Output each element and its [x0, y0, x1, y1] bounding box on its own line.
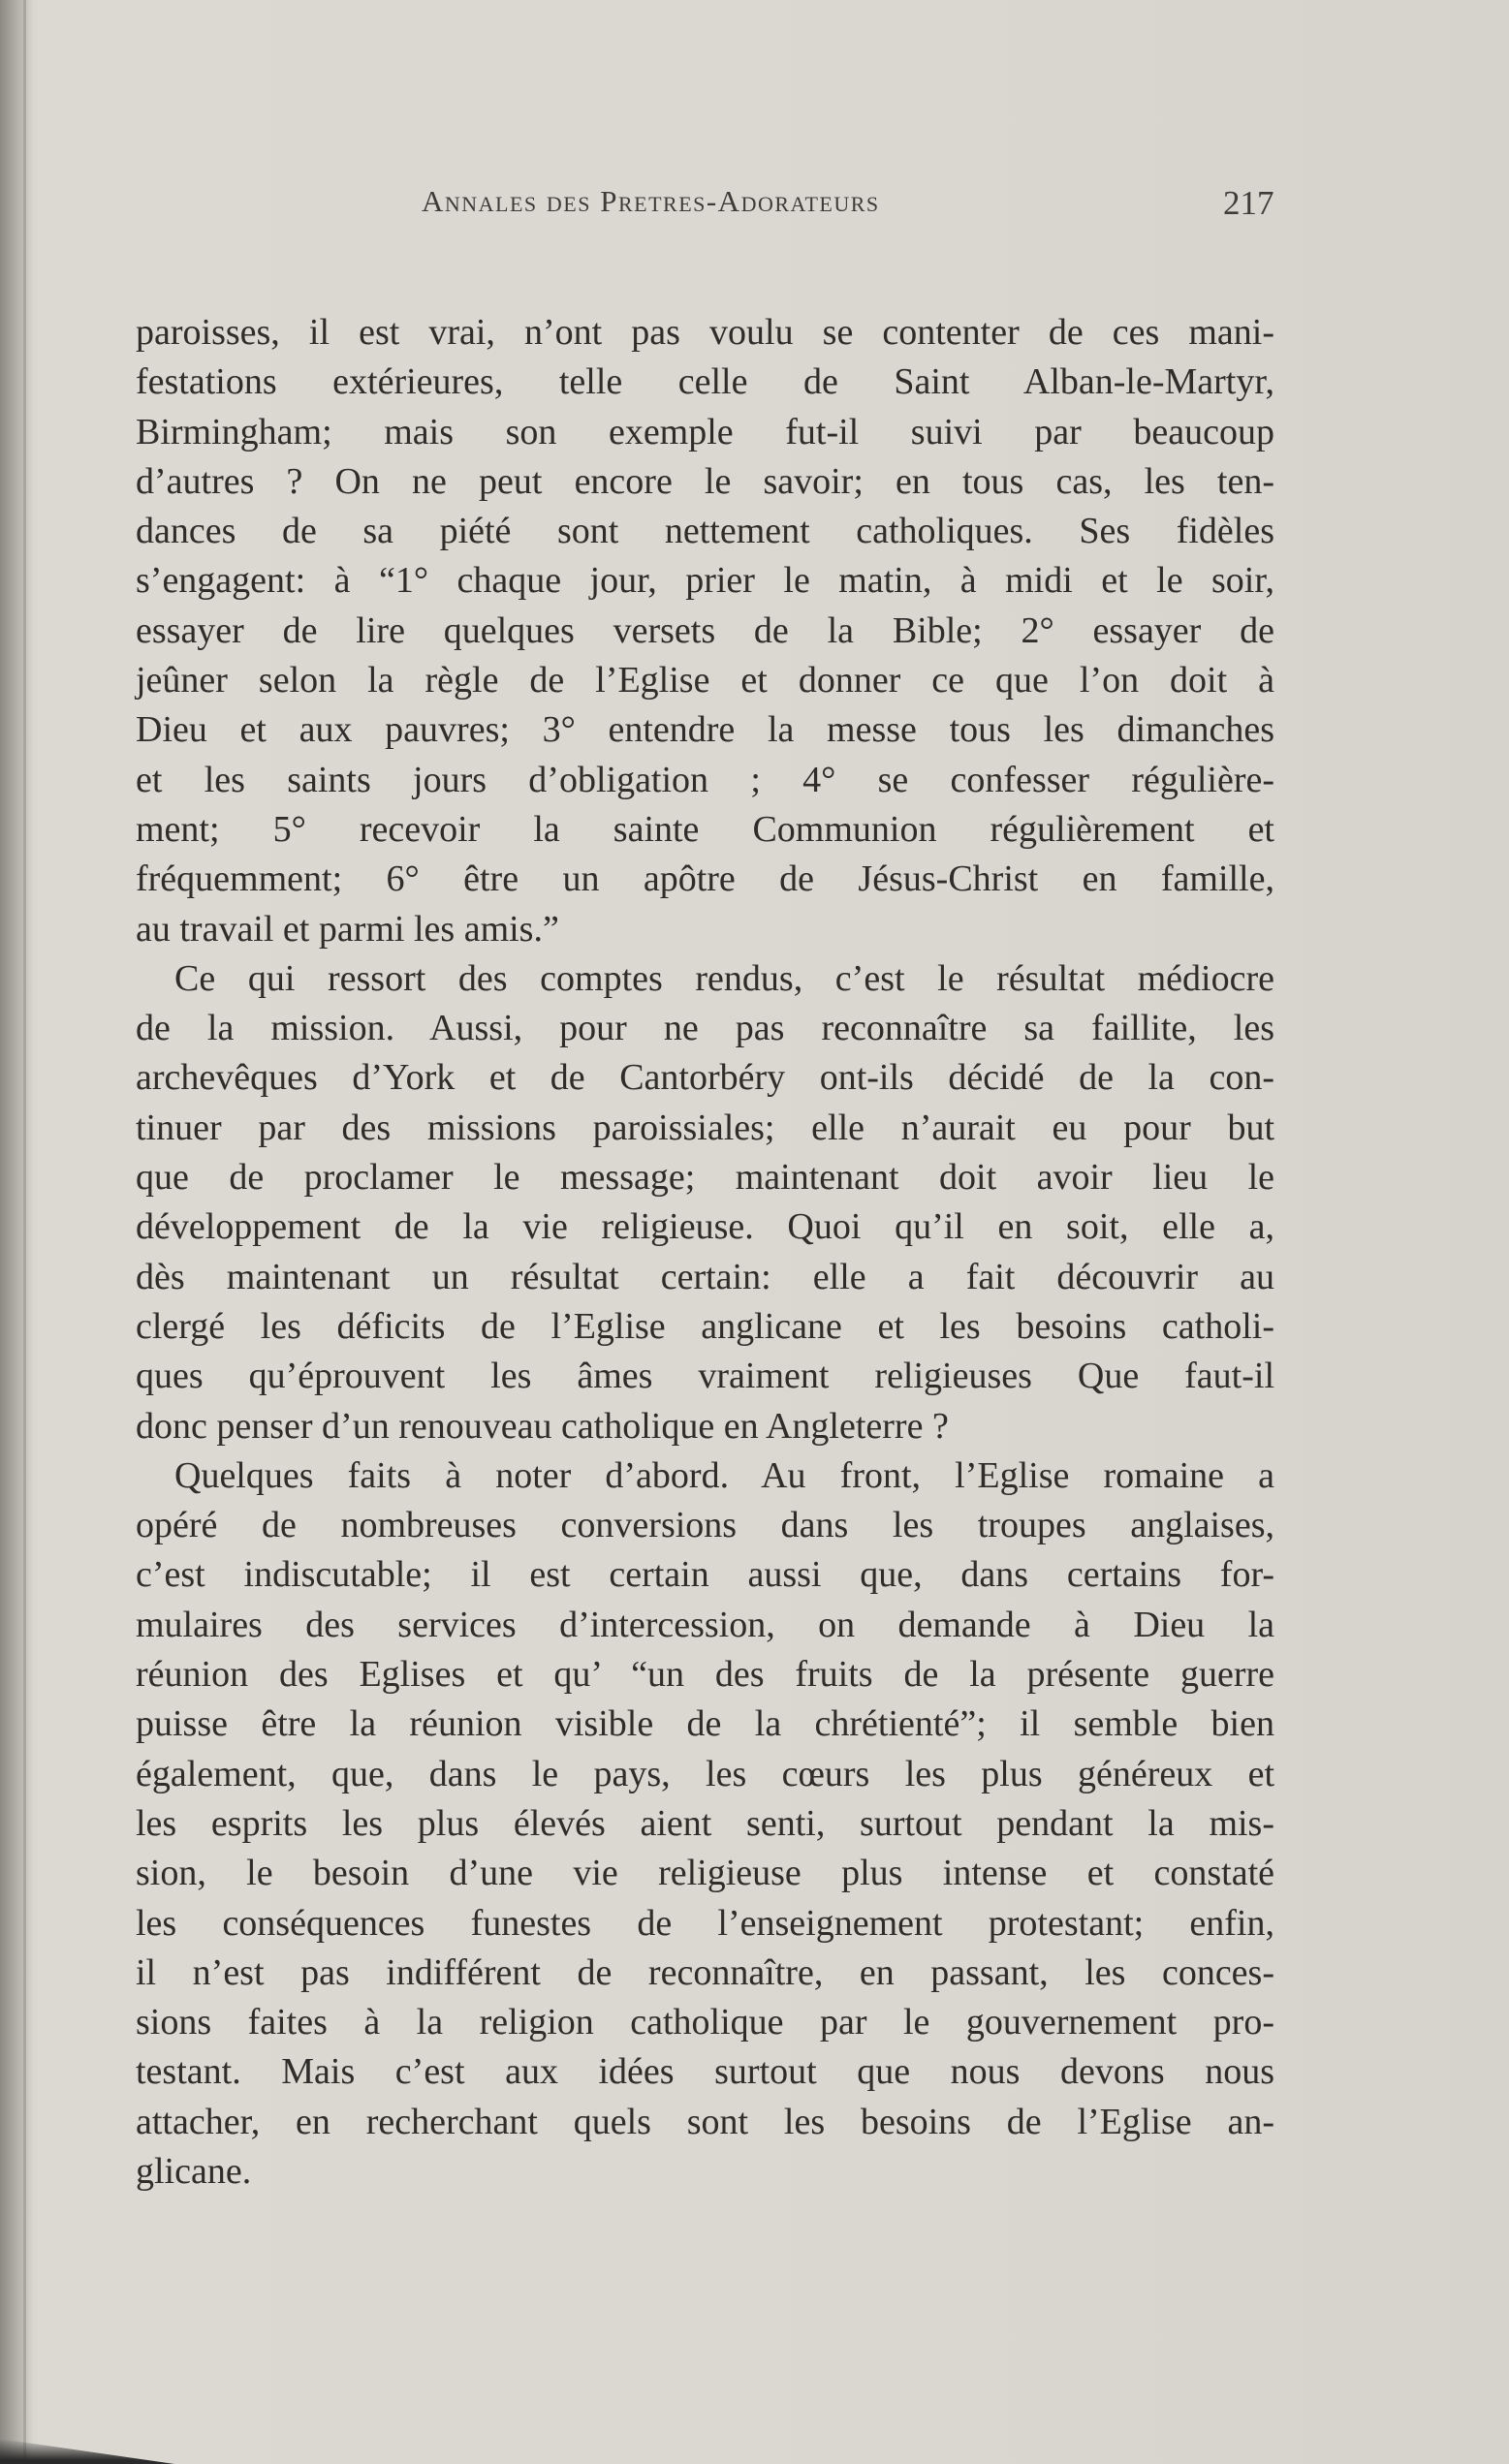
text-line: mulaires des services d’intercession, on demande à Dieu la — [136, 1604, 1274, 1645]
text-line: que de proclamer le message; maintenant doit avoir lieu le — [136, 1157, 1274, 1199]
page-number: 217 — [1223, 184, 1274, 222]
text-line: développement de la vie religieuse. Quoi qu’il en soit, elle a, — [136, 1206, 1274, 1248]
text-line: d’autres ? On ne peut encore le savoir; en tous cas, les ten- — [136, 460, 1274, 502]
text-line: tinuer par des missions paroissiales; elle n’aurait eu pour but — [136, 1107, 1274, 1148]
text-line: festations extérieures, telle celle de Saint Alban-le-Martyr, — [136, 361, 1274, 403]
text-line: archevêques d’York et de Cantorbéry ont-ils décidé de la con- — [136, 1057, 1274, 1099]
text-line: sion, le besoin d’une vie religieuse plus intense et constaté — [136, 1853, 1274, 1894]
text-line: au travail et parmi les amis.” — [136, 908, 559, 950]
text-line: il n’est pas indifférent de reconnaître, en passant, les conces- — [136, 1951, 1274, 1993]
text-line: jeûner selon la règle de l’Eglise et donner ce que l’on doit à — [136, 660, 1274, 702]
text-line: les conséquences funestes de l’enseignement protestant; enfin, — [136, 1902, 1274, 1944]
text-line: attacher, en recherchant quels sont les besoins de l’Eglise an- — [136, 2101, 1274, 2142]
running-title: Annales des Pretres-Adorateurs — [422, 184, 880, 218]
text-line: Dieu et aux pauvres; 3° entendre la messe tous les dimanches — [136, 709, 1274, 751]
text-line: les esprits les plus élevés aient senti, surtout pendant la mis- — [136, 1802, 1274, 1844]
gutter-shadow — [0, 0, 33, 2464]
text-line: essayer de lire quelques versets de la Bible; 2° essayer de — [136, 609, 1274, 651]
page-edge — [23, 0, 26, 2464]
text-line: Ce qui ressort des comptes rendus, c’est le résultat médiocre — [174, 957, 1274, 999]
text-line: sions faites à la religion catholique par le gouvernement pro- — [136, 2002, 1274, 2043]
text-line: dès maintenant un résultat certain: elle a fait découvrir au — [136, 1256, 1274, 1297]
text-line: également, que, dans le pays, les cœurs les plus généreux et — [136, 1753, 1274, 1794]
text-line: paroisses, il est vrai, n’ont pas voulu se contenter de ces mani- — [136, 312, 1274, 353]
text-line: dances de sa piété sont nettement catholiques. Ses fidèles — [136, 511, 1274, 552]
text-line: et les saints jours d’obligation ; 4° se confesser régulière- — [136, 759, 1274, 800]
text-line: puisse être la réunion visible de la chrétienté”; il semble bien — [136, 1703, 1274, 1745]
text-line: clergé les déficits de l’Eglise anglicane et les besoins catholi- — [136, 1305, 1274, 1347]
text-line: glicane. — [136, 2150, 252, 2192]
text-line: ques qu’éprouvent les âmes vraiment religieuses Que faut-il — [136, 1356, 1274, 1397]
text-line: fréquemment; 6° être un apôtre de Jésus-Christ en famille, — [136, 858, 1274, 900]
text-line: testant. Mais c’est aux idées surtout que nous devons nous — [136, 2051, 1274, 2093]
body-text — [136, 308, 1274, 2197]
text-line: réunion des Eglises et qu’ “un des fruits de la présente guerre — [136, 1654, 1274, 1696]
text-line: c’est indiscutable; il est certain aussi que, dans certains for- — [136, 1554, 1274, 1596]
text-line: opéré de nombreuses conversions dans les troupes anglaises, — [136, 1505, 1274, 1546]
text-line: de la mission. Aussi, pour ne pas reconnaître sa faillite, les — [136, 1008, 1274, 1049]
text-line: ment; 5° recevoir la sainte Communion régulièrement et — [136, 808, 1274, 850]
text-line: Quelques faits à noter d’abord. Au front, l’Eglise romaine a — [174, 1454, 1274, 1496]
text-line: donc penser d’un renouveau catholique en Angleterre ? — [136, 1405, 949, 1447]
text-line: Birmingham; mais son exemple fut-il suivi par beaucoup — [136, 411, 1274, 452]
text-line: s’engagent: à “1° chaque jour, prier le matin, à midi et le soir, — [136, 560, 1274, 602]
